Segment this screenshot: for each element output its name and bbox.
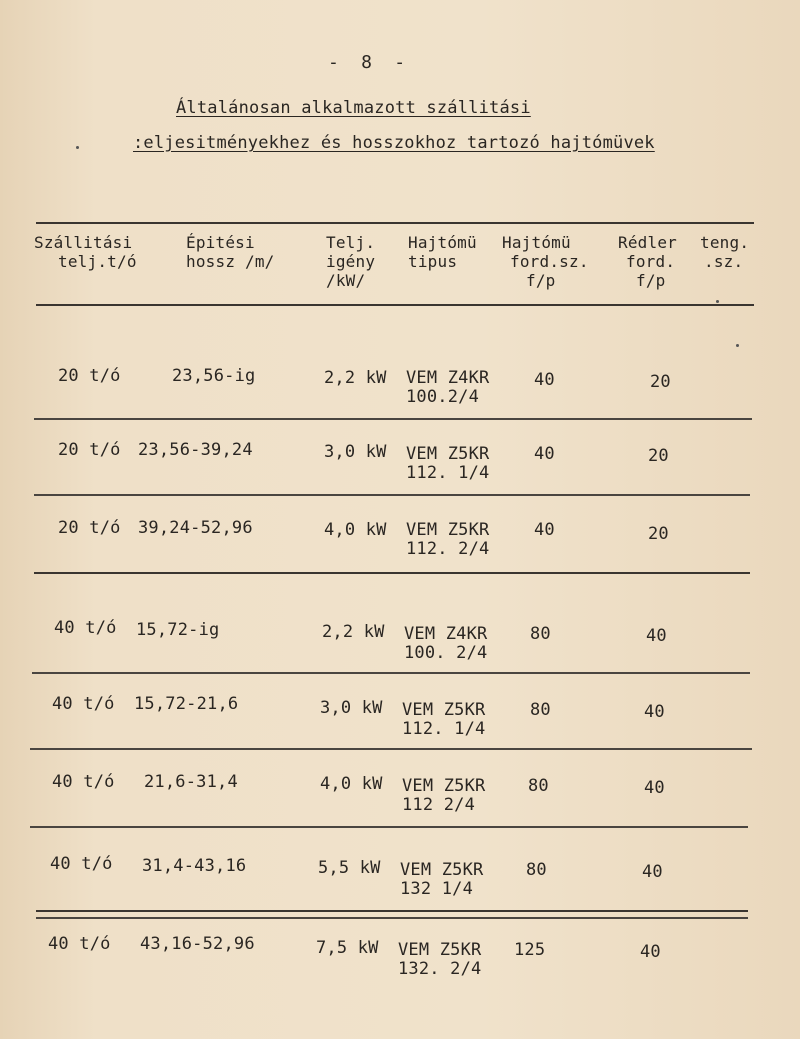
row-8-redler-rpm: 40 (640, 942, 661, 962)
header-power-line1: Telj. (326, 233, 376, 252)
row-5-capacity: 40 t/ó (52, 694, 115, 714)
row-5-type1: VEM Z5KR (402, 700, 486, 720)
row-3-length: 39,24-52,96 (138, 518, 253, 538)
row-6-type1: VEM Z5KR (402, 776, 486, 796)
row-4-type2: 100. 2/4 (404, 643, 488, 663)
row-1-redler-rpm: 20 (650, 372, 671, 392)
row-3-rule (34, 572, 750, 574)
row-2-type2: 112. 1/4 (406, 463, 490, 483)
page-number: - 8 - (328, 52, 406, 73)
row-5-redler-rpm: 40 (644, 702, 665, 722)
row-7-type2: 132 1/4 (400, 879, 474, 899)
row-7-redler-rpm: 40 (642, 862, 663, 882)
row-1-type2: 100.2/4 (406, 387, 480, 407)
row-8-type2: 132. 2/4 (398, 959, 482, 979)
row-1-gear-rpm: 40 (534, 370, 555, 390)
speck-1 (736, 344, 739, 347)
row-8-type1: VEM Z5KR (398, 940, 482, 960)
row-8-capacity: 40 t/ó (48, 934, 111, 954)
row-4-gear-rpm: 80 (530, 624, 551, 644)
row-5-rule (30, 748, 752, 750)
header-redler-line2: ford. (626, 252, 676, 271)
row-4-rule (32, 672, 750, 674)
header-length-line1: Épitési (186, 233, 255, 252)
row-5-length: 15,72-21,6 (134, 694, 239, 714)
row-6-redler-rpm: 40 (644, 778, 665, 798)
row-7-type1: VEM Z5KR (400, 860, 484, 880)
row-2-redler-rpm: 20 (648, 446, 669, 466)
header-gear-rpm-line1: Hajtómü (502, 233, 571, 252)
row-7-rule-double (36, 917, 748, 919)
row-2-type1: VEM Z5KR (406, 444, 490, 464)
header-capacity-line2: telj.t/ó (58, 252, 137, 271)
row-4-type1: VEM Z4KR (404, 624, 488, 644)
row-3-type1: VEM Z5KR (406, 520, 490, 540)
row-1-capacity: 20 t/ó (58, 366, 121, 386)
speck-3 (76, 146, 79, 149)
row-3-redler-rpm: 20 (648, 524, 669, 544)
row-1-power: 2,2 kW (324, 368, 387, 388)
row-6-gear-rpm: 80 (528, 776, 549, 796)
row-5-type2: 112. 1/4 (402, 719, 486, 739)
title-line-1: Általánosan alkalmazott szállitási (176, 98, 531, 118)
row-1-rule (34, 418, 752, 420)
speck-2 (716, 300, 719, 303)
row-8-length: 43,16-52,96 (140, 934, 255, 954)
row-7-capacity: 40 t/ó (50, 854, 113, 874)
row-6-power: 4,0 kW (320, 774, 383, 794)
row-2-power: 3,0 kW (324, 442, 387, 462)
row-5-gear-rpm: 80 (530, 700, 551, 720)
row-4-capacity: 40 t/ó (54, 618, 117, 638)
row-7-length: 31,4-43,16 (142, 856, 247, 876)
row-2-rule (34, 494, 750, 496)
header-length-line2: hossz /m/ (186, 252, 275, 271)
header-type-line2: tipus (408, 252, 458, 271)
header-power-line2: igény (326, 252, 376, 271)
row-8-power: 7,5 kW (316, 938, 379, 958)
row-1-type1: VEM Z4KR (406, 368, 490, 388)
row-3-type2: 112. 2/4 (406, 539, 490, 559)
row-2-length: 23,56-39,24 (138, 440, 253, 460)
row-3-capacity: 20 t/ó (58, 518, 121, 538)
row-3-power: 4,0 kW (324, 520, 387, 540)
row-2-capacity: 20 t/ó (58, 440, 121, 460)
row-6-rule (30, 826, 748, 828)
row-5-power: 3,0 kW (320, 698, 383, 718)
row-2-gear-rpm: 40 (534, 444, 555, 464)
header-redler-line3: f/p (636, 271, 666, 290)
row-4-redler-rpm: 40 (646, 626, 667, 646)
header-gear-rpm-line2: ford.sz. (510, 252, 589, 271)
header-gear-rpm-line3: f/p (526, 271, 556, 290)
header-type-line1: Hajtómü (408, 233, 477, 252)
header-shaft-line2: .sz. (704, 252, 744, 271)
row-6-capacity: 40 t/ó (52, 772, 115, 792)
table-top-rule (36, 222, 754, 224)
table-header-rule (36, 304, 754, 306)
row-1-length: 23,56-ig (172, 366, 256, 386)
row-7-power: 5,5 kW (318, 858, 381, 878)
row-8-gear-rpm: 125 (514, 940, 546, 960)
row-7-gear-rpm: 80 (526, 860, 547, 880)
header-power-line3: /kW/ (326, 271, 366, 290)
header-shaft-line1: teng. (700, 233, 750, 252)
row-6-type2: 112 2/4 (402, 795, 476, 815)
row-3-gear-rpm: 40 (534, 520, 555, 540)
row-4-power: 2,2 kW (322, 622, 385, 642)
header-redler-line1: Rédler (618, 233, 677, 252)
row-4-length: 15,72-ig (136, 620, 220, 640)
title-line-2: :eljesitményekhez és hosszokhoz tartozó hajtómüvek (133, 133, 655, 153)
header-capacity-line1: Szállitási (34, 233, 133, 252)
row-7-rule (36, 910, 748, 912)
row-6-length: 21,6-31,4 (144, 772, 238, 792)
